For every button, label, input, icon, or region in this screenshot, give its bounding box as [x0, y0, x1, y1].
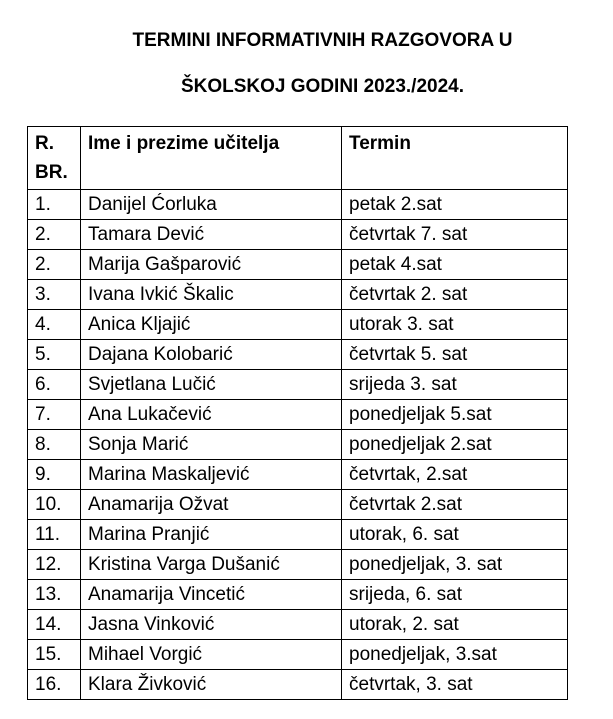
row-number: 4.	[28, 310, 81, 340]
row-number: 6.	[28, 370, 81, 400]
table-row	[28, 310, 568, 340]
meeting-term: četvrtak 5. sat	[342, 340, 568, 370]
row-number: 3.	[28, 280, 81, 310]
table-row	[28, 640, 568, 670]
table-row	[28, 400, 568, 430]
table-row	[28, 250, 568, 280]
header-teacher-name: Ime i prezime učitelja	[81, 127, 342, 190]
meeting-term: petak 2.sat	[342, 190, 568, 220]
row-number: 11.	[28, 520, 81, 550]
header-number	[28, 127, 81, 190]
meeting-term: četvrtak, 2.sat	[342, 460, 568, 490]
table-row	[28, 280, 568, 310]
header-term: Termin	[342, 127, 568, 190]
meeting-term: srijeda 3. sat	[342, 370, 568, 400]
meeting-term: srijeda, 6. sat	[342, 580, 568, 610]
row-number: 15.	[28, 640, 81, 670]
teacher-name: Tamara Dević	[81, 220, 342, 250]
teacher-name: Marina Maskaljević	[81, 460, 342, 490]
teacher-name: Marija Gašparović	[81, 250, 342, 280]
table-row	[28, 550, 568, 580]
teacher-name: Ivana Ivkić Škalic	[81, 280, 342, 310]
schedule-table	[27, 126, 568, 700]
meeting-term: ponedjeljak 2.sat	[342, 430, 568, 460]
meeting-term: utorak 3. sat	[342, 310, 568, 340]
table-row	[28, 670, 568, 700]
row-number: 10.	[28, 490, 81, 520]
teacher-name: Klara Živković	[81, 670, 342, 700]
teacher-name: Sonja Marić	[81, 430, 342, 460]
table-row	[28, 190, 568, 220]
table-row	[28, 340, 568, 370]
meeting-term: četvrtak 7. sat	[342, 220, 568, 250]
row-number: 16.	[28, 670, 81, 700]
teacher-name: Marina Pranjić	[81, 520, 342, 550]
teacher-name: Mihael Vorgić	[81, 640, 342, 670]
row-number: 1.	[28, 190, 81, 220]
meeting-term: četvrtak 2.sat	[342, 490, 568, 520]
header-number-line-2: BR.	[35, 162, 68, 183]
table-row	[28, 370, 568, 400]
table-body	[28, 190, 568, 700]
row-number: 13.	[28, 580, 81, 610]
meeting-term: četvrtak 2. sat	[342, 280, 568, 310]
meeting-term: ponedjeljak 5.sat	[342, 400, 568, 430]
row-number: 7.	[28, 400, 81, 430]
table-row	[28, 460, 568, 490]
row-number: 14.	[28, 610, 81, 640]
table-row	[28, 490, 568, 520]
row-number: 8.	[28, 430, 81, 460]
teacher-name: Ana Lukačević	[81, 400, 342, 430]
header-number-line-1: R.	[35, 133, 54, 154]
meeting-term: petak 4.sat	[342, 250, 568, 280]
row-number: 2.	[28, 250, 81, 280]
table-row	[28, 220, 568, 250]
row-number: 2.	[28, 220, 81, 250]
document-title-line-1: TERMINI INFORMATIVNIH RAZGOVORA U	[132, 30, 513, 51]
teacher-name: Svjetlana Lučić	[81, 370, 342, 400]
table-header-row	[28, 127, 568, 190]
table-row	[28, 580, 568, 610]
table-row	[28, 610, 568, 640]
meeting-term: utorak, 6. sat	[342, 520, 568, 550]
document-title-line-2: ŠKOLSKOJ GODINI 2023./2024.	[180, 76, 464, 97]
meeting-term: ponedjeljak, 3. sat	[342, 550, 568, 580]
table-row	[28, 430, 568, 460]
row-number: 5.	[28, 340, 81, 370]
meeting-term: četvrtak, 3. sat	[342, 670, 568, 700]
table-row	[28, 520, 568, 550]
teacher-name: Kristina Varga Dušanić	[81, 550, 342, 580]
teacher-name: Danijel Ćorluka	[81, 190, 342, 220]
row-number: 12.	[28, 550, 81, 580]
teacher-name: Jasna Vinković	[81, 610, 342, 640]
teacher-name: Dajana Kolobarić	[81, 340, 342, 370]
meeting-term: ponedjeljak, 3.sat	[342, 640, 568, 670]
teacher-name: Anica Kljajić	[81, 310, 342, 340]
teacher-name: Anamarija Vincetić	[81, 580, 342, 610]
row-number: 9.	[28, 460, 81, 490]
meeting-term: utorak, 2. sat	[342, 610, 568, 640]
teacher-name: Anamarija Ožvat	[81, 490, 342, 520]
